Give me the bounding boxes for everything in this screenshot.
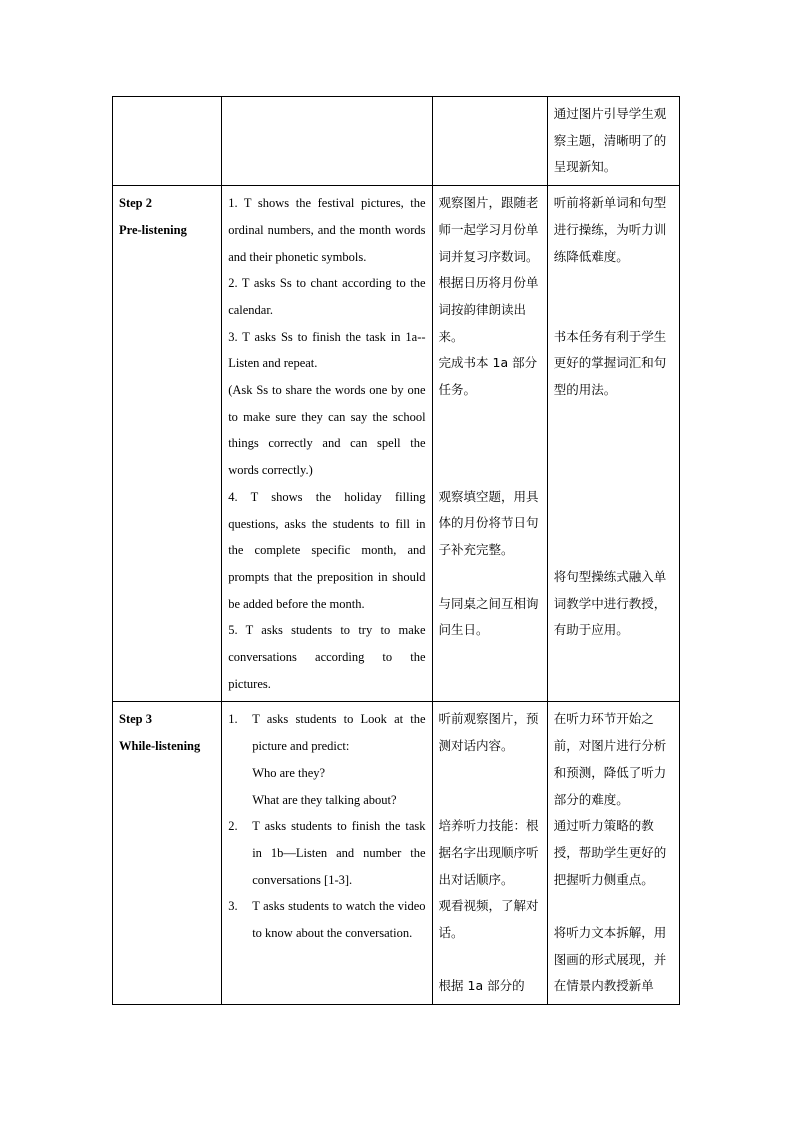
- teacher-activity-cell: [222, 97, 432, 186]
- item-number: 1.: [228, 712, 238, 727]
- purpose-cell: [547, 702, 679, 1005]
- activity-item: 3. T asks Ss to finish the task in 1a--Listen and repeat.: [228, 329, 426, 371]
- student-item: 观看视频，了解对话。: [438, 898, 539, 941]
- purpose-item: 将听力文本拆解，用图画的形式展现，并在情景内教授新单: [553, 925, 667, 994]
- item-text: T asks students to watch the video to know about the conversation.: [252, 899, 426, 941]
- step-cell: [113, 97, 222, 186]
- activity-item: [228, 813, 425, 893]
- purpose-item: 听前将新单词和句型进行操练，为听力训练降低难度。: [553, 195, 667, 264]
- step-title: Step 2: [119, 196, 152, 211]
- item-text: T asks students to Look at the picture and predict:: [252, 712, 426, 754]
- item-text: T asks students to finish the task in 1b—Listen and number the conversations [1-3].: [252, 819, 426, 887]
- student-activity-cell: [432, 186, 547, 702]
- activity-item: 2. T asks Ss to chant according to the calendar.: [228, 276, 426, 317]
- student-item: 与同桌之间互相询问生日。: [438, 595, 539, 638]
- step-cell: [113, 702, 222, 1005]
- activity-note: (Ask Ss to share the words one by one to make sure they can say the school things correctly and can spell the words correctly.): [228, 383, 426, 478]
- purpose-item: 通过听力策略的教授，帮助学生更好的把握听力侧重点。: [553, 818, 667, 887]
- student-item: 根据日历将月份单词按韵律朗读出来。: [438, 275, 539, 344]
- student-item: 根据 1a 部分的: [438, 978, 525, 994]
- item-number: 3.: [228, 899, 238, 914]
- lesson-plan-table: [112, 96, 680, 1005]
- student-activity-cell: [432, 702, 547, 1005]
- student-item: 完成书本 1a 部分任务。: [438, 355, 538, 398]
- sub-question: What are they talking about?: [252, 792, 397, 807]
- student-item: 观察图片，跟随老师一起学习月份单词并复习序数词。: [438, 195, 539, 264]
- teacher-activity-cell: [222, 186, 432, 702]
- activity-item: 4. T shows the holiday filling questions, asks the students to fill in the complete specific month, and prompts that the preposition in should be added before the month.: [228, 489, 426, 611]
- purpose-item: 书本任务有利于学生更好的掌握词汇和句型的用法。: [553, 328, 667, 398]
- sub-question: Who are they?: [252, 765, 326, 780]
- purpose-text: 通过图片引导学生观察主题，清晰明了的呈现新知。: [553, 106, 667, 175]
- table-row: [113, 97, 680, 186]
- activity-item: [228, 706, 425, 759]
- activity-item: 5. T asks students to try to make conversations according to the pictures.: [228, 623, 426, 691]
- student-item: 培养听力技能：根据名字出现顺序听出对话顺序。: [438, 818, 539, 887]
- step-title: Step 3: [119, 712, 152, 727]
- student-activity-cell: [432, 97, 547, 186]
- teacher-activity-cell: [222, 702, 432, 1005]
- purpose-item: 在听力环节开始之前，对图片进行分析和预测，降低了听力部分的难度。: [553, 711, 667, 807]
- activity-item: 1. T shows the festival pictures, the ordinal numbers, and the month words and their phonetic symbols.: [228, 196, 426, 264]
- purpose-cell: [547, 97, 679, 186]
- table-row: [113, 702, 680, 1005]
- student-item: 观察填空题，用具体的月份将节日句子补充完整。: [438, 488, 539, 558]
- item-number: 2.: [228, 819, 238, 834]
- student-item: 听前观察图片，预测对话内容。: [438, 711, 539, 754]
- step-subtitle: While-listening: [119, 739, 201, 754]
- step-subtitle: Pre-listening: [119, 222, 187, 237]
- table-row: [113, 186, 680, 702]
- activity-item: [228, 893, 425, 946]
- purpose-cell: [547, 186, 679, 702]
- purpose-item: 将句型操练式融入单词教学中进行教授，有助于应用。: [553, 568, 667, 638]
- step-cell: [113, 186, 222, 702]
